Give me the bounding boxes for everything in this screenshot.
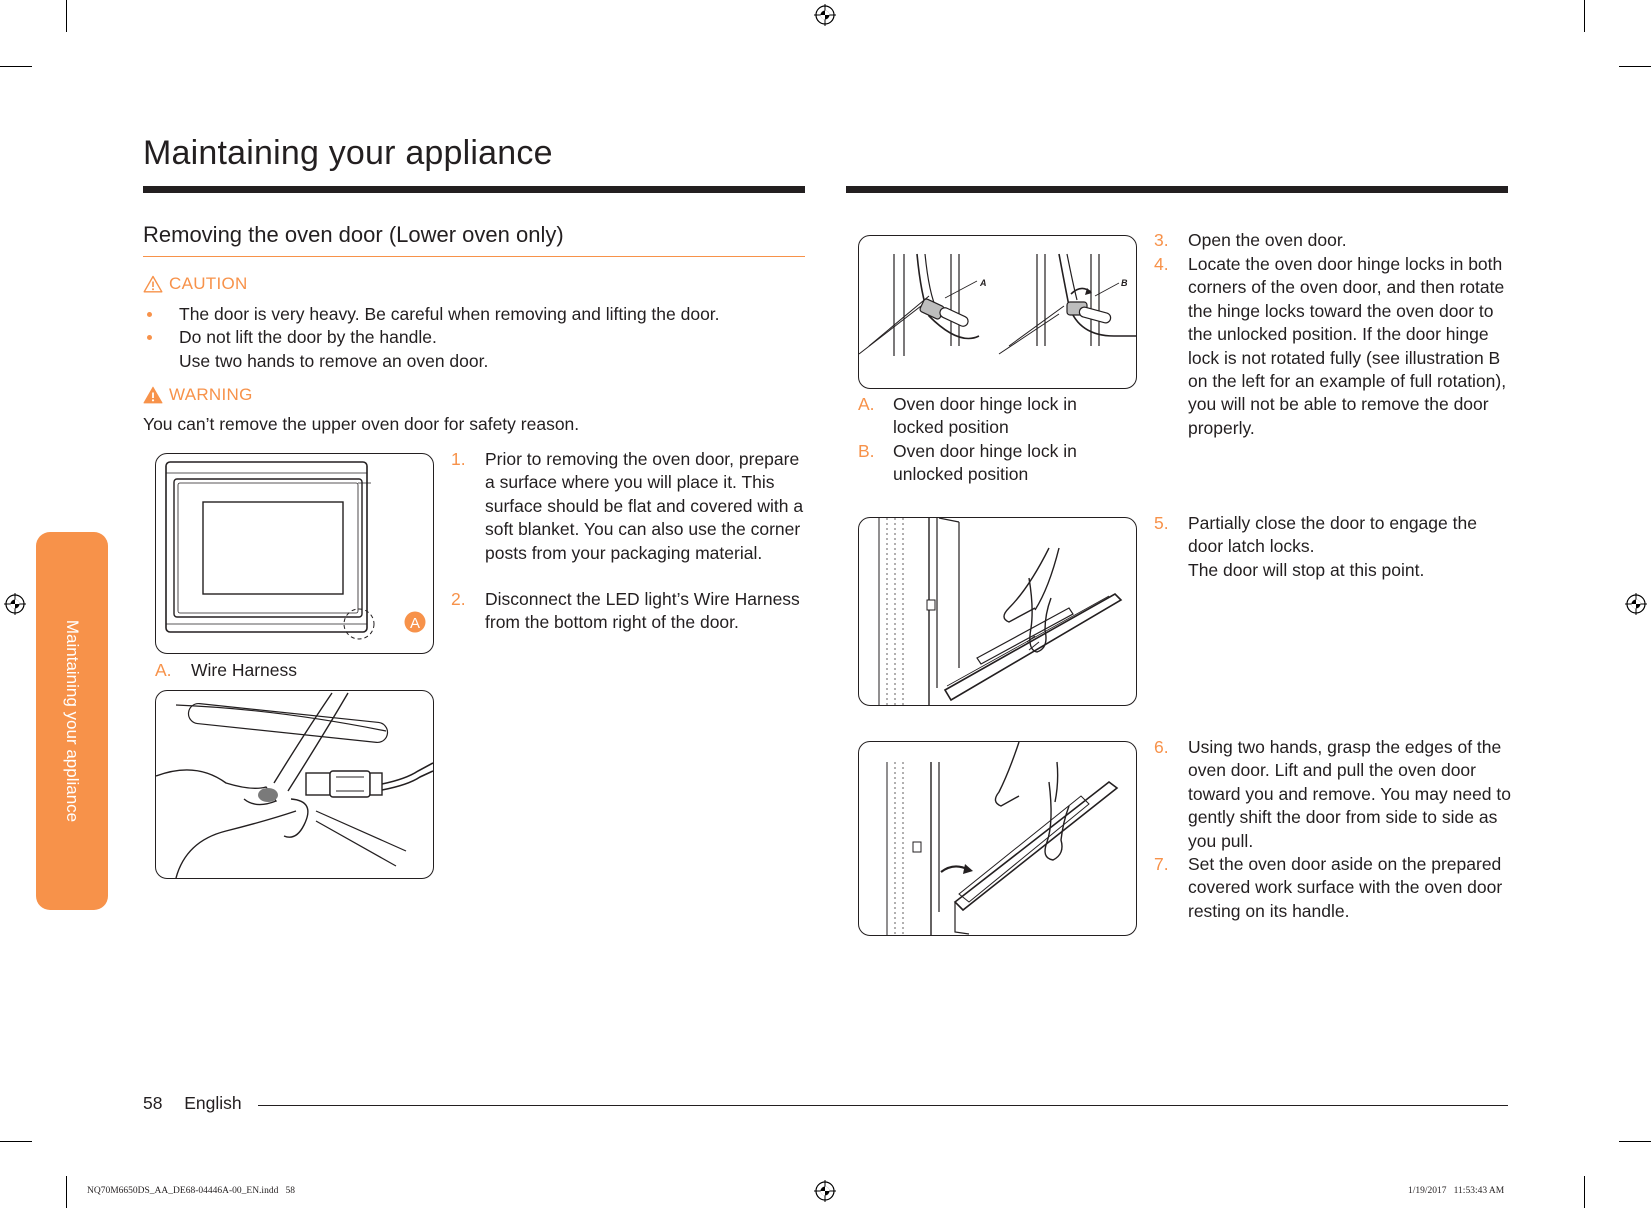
section-rule — [143, 256, 805, 257]
section-title: Removing the oven door (Lower oven only) — [143, 222, 564, 247]
crop-mark — [66, 1176, 67, 1208]
step-item — [451, 588, 811, 635]
step-text: Using two hands, grasp the edges of the oven door. Lift and pull the oven door toward you and remove. You may need to gently shift the door from side to side as you pull. — [1188, 737, 1511, 851]
warning-icon — [143, 386, 163, 404]
page-language: English — [184, 1093, 242, 1113]
caution-item: The door is very heavy. Be careful when removing and lifting the door. — [143, 303, 803, 326]
figure1-caption-text: Wire Harness — [191, 660, 297, 680]
step-number: 4. — [1154, 254, 1169, 274]
step-text-main: Partially close the door to engage the door latch locks. — [1188, 513, 1477, 557]
step-number: 5. — [1154, 513, 1169, 533]
crop-mark — [0, 66, 32, 67]
hinge-label-a: A — [980, 278, 987, 288]
step-text: Prior to removing the oven door, prepare a surface where you will place it. This surface should be flat and covered with a soft blanket. You can also use the corner posts from your packaging material. — [485, 449, 804, 563]
warning-heading — [143, 385, 253, 405]
lift-door-figure — [858, 741, 1137, 936]
hinge-caption-text: Oven door hinge lock in unlocked position — [893, 441, 1077, 485]
crop-mark — [0, 1141, 32, 1142]
page-footer — [143, 1093, 242, 1114]
step-number: 2. — [451, 589, 466, 609]
caution-icon — [143, 275, 163, 293]
step-text: Set the oven door aside on the prepared covered work surface with the oven door resting on its handle. — [1188, 854, 1503, 921]
step-text: Disconnect the LED light’s Wire Harness from the bottom right of the door. — [485, 589, 800, 633]
figure1-caption-letter: A. — [155, 660, 172, 680]
side-tab-label: Maintaining your appliance — [63, 619, 82, 823]
hinge-caption-letter: B. — [858, 441, 875, 461]
figure1-caption — [155, 659, 297, 682]
hinge-caption — [858, 440, 1108, 487]
crop-mark — [66, 0, 67, 32]
hinge-label-b: B — [1121, 278, 1128, 288]
step-number: 6. — [1154, 737, 1169, 757]
crop-mark — [1584, 0, 1585, 32]
chapter-side-tab — [36, 532, 108, 910]
hinge-caption — [858, 393, 1108, 440]
registration-mark-icon — [1625, 593, 1647, 615]
step-number: 7. — [1154, 854, 1169, 874]
crop-mark — [1619, 1141, 1651, 1142]
step-text: Locate the oven door hinge locks in both corners of the oven door, and then rotate the hinge locks toward the oven door to the unlocked position. If the door hinge lock is not rotated fully (see illustration B on the left for an example of full rotation), you will not be able to remove the door properly. — [1188, 254, 1507, 438]
step-number: 1. — [451, 449, 466, 469]
page-title: Maintaining your appliance — [143, 134, 553, 172]
warning-label: WARNING — [169, 385, 253, 404]
figure1-callout: A — [409, 615, 421, 632]
step-item — [1154, 736, 1512, 853]
footer-rule — [258, 1105, 1508, 1106]
file-slug: NQ70M6650DS_AA_DE68-04446A-00_EN.indd 58 — [87, 1186, 295, 1196]
title-rule-right — [846, 186, 1508, 193]
step-text — [1188, 512, 1512, 582]
title-rule-left — [143, 186, 805, 193]
page-number: 58 — [143, 1093, 163, 1113]
registration-mark-icon — [4, 593, 26, 615]
step-item — [1154, 253, 1512, 440]
caution-extra-line: Use two hands to remove an oven door. — [179, 351, 489, 371]
print-timestamp: 1/19/2017 11:53:43 AM — [1408, 1186, 1505, 1196]
hinge-caption-text: Oven door hinge lock in locked position — [893, 394, 1077, 438]
caution-label: CAUTION — [169, 274, 248, 293]
hinge-caption-letter: A. — [858, 394, 875, 414]
crop-mark — [1619, 66, 1651, 67]
step-number: 3. — [1154, 230, 1169, 250]
step-item — [451, 448, 807, 565]
oven-door-figure — [155, 453, 434, 654]
step-item — [1154, 229, 1512, 252]
warning-text: You can’t remove the upper oven door for safety reason. — [143, 414, 580, 434]
hinge-lock-figure — [858, 235, 1137, 389]
registration-mark-icon — [814, 1180, 836, 1202]
crop-mark — [1584, 1176, 1585, 1208]
step-text-extra: The door will stop at this point. — [1188, 559, 1425, 580]
registration-mark-icon — [814, 4, 836, 26]
partial-close-figure — [858, 517, 1137, 706]
step-item — [1154, 853, 1516, 923]
step-item — [1154, 512, 1512, 582]
caution-list — [143, 303, 803, 350]
wire-harness-figure — [155, 690, 434, 879]
caution-item: Do not lift the door by the handle. — [143, 326, 803, 349]
caution-heading — [143, 274, 248, 294]
step-text: Open the oven door. — [1188, 230, 1347, 250]
